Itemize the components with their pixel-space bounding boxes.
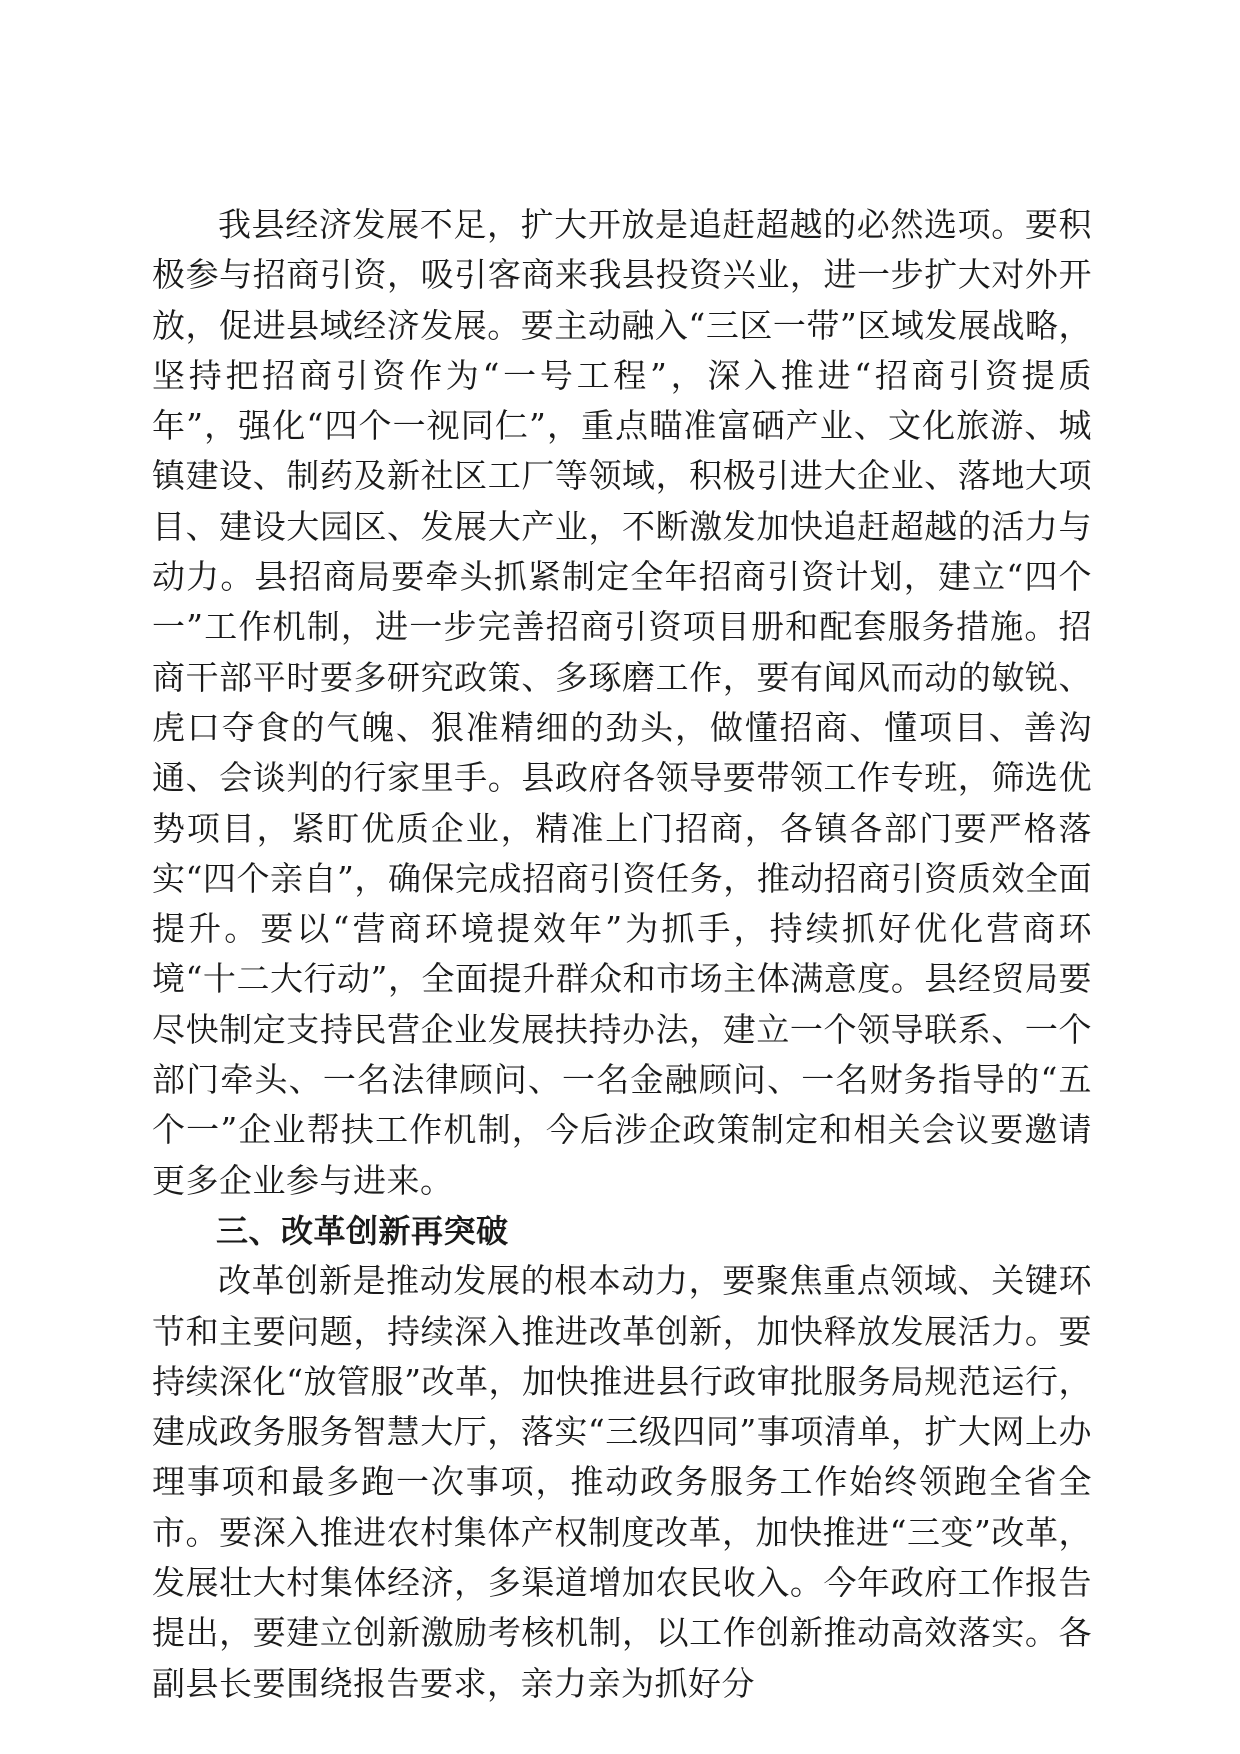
body-paragraph-reform-innovation: 改革创新是推动发展的根本动力，要聚焦重点领域、关键环节和主要问题，持续深入推进改革创新，加快释放发展活力。要持续深化“放管服”改革，加快推进县行政审批服务局规范运行，建成政务服务智慧大厅，落实“三级四同”事项清单，扩大网上办理事项和最多跑一次事项，推动政务服务工作始终领跑全省全市。要深入推进农村集体产权制度改革，加快推进“三变”改革，发展壮大村集体经济，多渠道增加农民收入。今年政府工作报告提出，要建立创新激励考核机制，以工作创新推动高效落实。各副县长要围绕报告要求，亲力亲为抓好分 bbox=[152, 1261, 1092, 1703]
document-body bbox=[152, 200, 1092, 1709]
body-paragraph-open-economy: 我县经济发展不足，扩大开放是追赶超越的必然选项。要积极参与招商引资，吸引客商来我县投资兴业，进一步扩大对外开放，促进县域经济发展。要主动融入“三区一带”区域发展战略，坚持把招商引资作为“一号工程”，深入推进“招商引资提质年”，强化“四个一视同仁”，重点瞄准富硒产业、文化旅游、城镇建设、制药及新社区工厂等领域，积极引进大企业、落地大项目、建设大园区、发展大产业，不断激发加快追赶超越的活力与动力。县招商局要牵头抓紧制定全年招商引资计划，建立“四个一”工作机制，进一步完善招商引资项目册和配套服务措施。招商干部平时要多研究政策、多琢磨工作，要有闻风而动的敏锐、虎口夺食的气魄、狠准精细的劲头，做懂招商、懂项目、善沟通、会谈判的行家里手。县政府各领导要带领工作专班，筛选优势项目，紧盯优质企业，精准上门招商，各镇各部门要严格落实“四个亲自”，确保完成招商引资任务，推动招商引资质效全面提升。要以“营商环境提效年”为抓手，持续抓好优化营商环境“十二大行动”，全面提升群众和市场主体满意度。县经贸局要尽快制定支持民营企业发展扶持办法，建立一个领导联系、一个部门牵头、一名法律顾问、一名金融顾问、一名财务指导的“五个一”企业帮扶工作机制，今后涉企政策制定和相关会议要邀请更多企业参与进来。 bbox=[152, 205, 1092, 1200]
section-heading-reform-innovation: 三、改革创新再突破 bbox=[216, 1211, 509, 1250]
